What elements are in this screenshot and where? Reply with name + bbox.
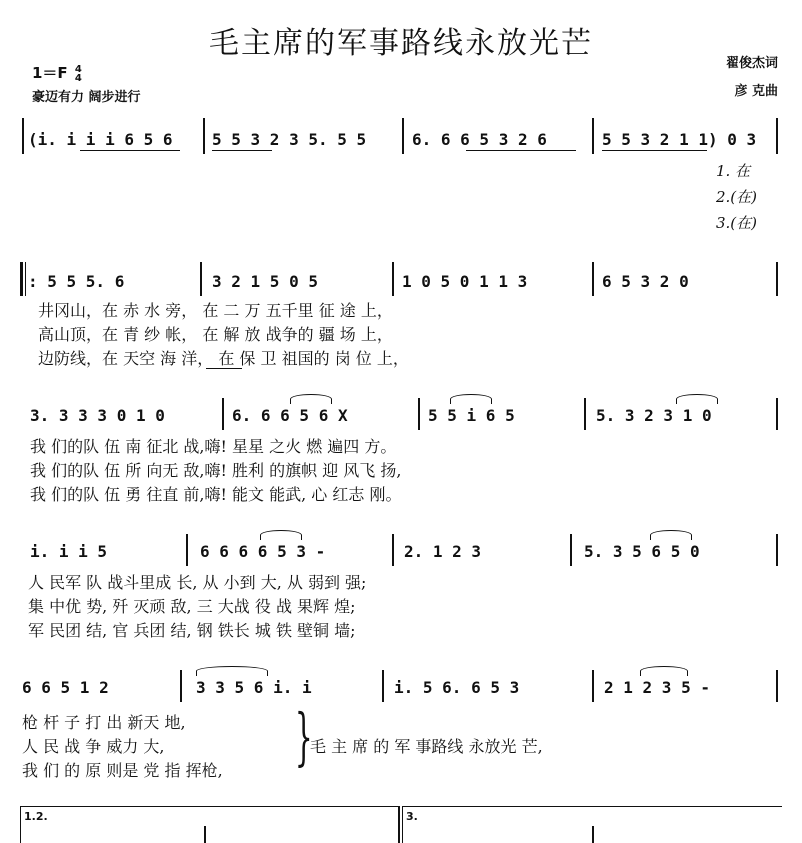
volta-bracket-1: [20, 806, 398, 807]
measure-4-2: 6 6 6 6 5 3 -: [200, 542, 326, 561]
measure-2-1: : 5 5 5. 6: [28, 272, 125, 291]
barline: [204, 826, 206, 843]
lyric-line-4-3: 军 民团 结, 官 兵团 结, 钢 铁长 城 铁 壁铜 墙;: [28, 621, 356, 640]
measure-4-1: i. i i 5: [30, 542, 108, 561]
time-signature: [75, 65, 82, 83]
barline: [776, 534, 778, 566]
measure-1-4: 5 5 3 2 1 1) 0 3: [602, 130, 757, 149]
lyric-line-3-1: 我 们的队 伍 南 征北 战,嗨! 星星 之火 燃 遍四 方。: [30, 437, 397, 456]
underline-beam: [602, 150, 707, 151]
barline: [418, 398, 420, 430]
lyric-brace: }: [294, 700, 313, 773]
lyric-line-2-1: 井冈山，在 赤 水 旁， 在 二 万 五千里 征 途 上，: [38, 301, 393, 320]
measure-5-3: i. 5 6. 6 5 3: [394, 678, 520, 697]
volta-label-1: 1.2.: [24, 810, 48, 823]
verse-label-3: 3.(在): [716, 214, 758, 232]
barline: [398, 806, 400, 843]
barline: [392, 534, 394, 566]
measure-3-4: 5. 3 2 3 1 0: [596, 406, 712, 425]
measure-1-3: 6. 6 6 5 3 2 6: [412, 130, 547, 149]
slur: [290, 394, 332, 404]
measure-5-4: 2 1 2 3 5 -: [604, 678, 710, 697]
measure-1-2: 5 5 3 2 3 5. 5 5: [212, 130, 367, 149]
barline: [180, 670, 182, 702]
measure-2-4: 6 5 3 2 0: [602, 272, 689, 291]
volta-bracket-2: [402, 806, 782, 807]
song-title: 毛主席的军事路线永放光芒: [209, 26, 593, 61]
barline: [592, 262, 594, 296]
underline-beam: [212, 150, 272, 151]
lyric-line-2-3: 边防线，在 天空 海 洋， 在 保 卫 祖国的 岗 位 上，: [38, 349, 409, 368]
lyric-line-3-3: 我 们的队 伍 勇 往直 前,嗨! 能文 能武, 心 红志 刚。: [30, 485, 402, 504]
barline: [592, 118, 594, 154]
volta-bracket-2-side: [402, 806, 403, 843]
volta-bracket-1-side: [20, 806, 21, 843]
slur: [260, 530, 302, 540]
slur: [196, 666, 268, 676]
lyric-line-5-3: 我 们 的 原 则是 党 指 挥枪,: [22, 761, 223, 780]
barline: [22, 118, 24, 154]
time-signature-top: 4: [74, 63, 82, 75]
measure-4-3: 2. 1 2 3: [404, 542, 482, 561]
underline-beam: [466, 150, 576, 151]
slur: [676, 394, 718, 404]
barline: [203, 118, 205, 154]
barline: [776, 262, 778, 296]
slur: [450, 394, 492, 404]
measure-1-1: (i. i i i 6 5 6: [28, 130, 173, 149]
measure-2-3: 1 0 5 0 1 1 3: [402, 272, 528, 291]
measure-3-2: 6. 6 6 5 6 X: [232, 406, 348, 425]
barline: [776, 398, 778, 430]
slur: [640, 666, 688, 676]
lyric-line-2-2: 高山顶，在 青 纱 帐， 在 解 放 战争的 疆 场 上，: [38, 325, 393, 344]
composer-credit: 彦 克曲: [734, 84, 778, 99]
lyric-line-5-1: 枪 杆 子 打 出 新天 地,: [22, 713, 186, 732]
measure-3-3: 5 5 i 6 5: [428, 406, 515, 425]
volta-label-3: 3.: [406, 810, 418, 823]
lyric-line-4-2: 集 中优 势, 歼 灭顽 敌, 三 大战 役 战 果辉 煌;: [28, 597, 356, 616]
barline: [776, 118, 778, 154]
measure-4-4: 5. 3 5 6 5 0: [584, 542, 700, 561]
lyric-line-5-2: 人 民 战 争 威力 大,: [22, 737, 165, 756]
lyric-line-4-1: 人 民军 队 战斗里成 长, 从 小到 大, 从 弱到 强;: [28, 573, 367, 592]
barline: [382, 670, 384, 702]
slur: [650, 530, 692, 540]
barline: [186, 534, 188, 566]
lyricist-credit: 翟俊杰词: [725, 56, 778, 71]
key-signature: [32, 62, 82, 83]
repeat-barline-thin: [25, 262, 26, 296]
lyric-underline: [206, 368, 242, 369]
barline: [392, 262, 394, 296]
barline: [592, 670, 594, 702]
barline: [776, 670, 778, 702]
measure-3-1: 3. 3 3 3 0 1 0: [30, 406, 165, 425]
repeat-barline: [20, 262, 23, 296]
lyric-line-5-refrain: 毛 主 席 的 军 事路线 永放光 芒,: [310, 737, 543, 756]
barline: [402, 118, 404, 154]
barline: [592, 826, 594, 843]
measure-5-1: 6 6 5 1 2: [22, 678, 109, 697]
measure-5-2: 3 3 5 6 i. i: [196, 678, 312, 697]
key-signature-text: 1＝F: [32, 64, 68, 82]
underline-beam: [80, 150, 180, 151]
barline: [222, 398, 224, 430]
verse-label-1: 1. 在: [716, 162, 751, 180]
verse-label-2: 2.(在): [716, 188, 758, 206]
barline: [200, 262, 202, 296]
barline: [570, 534, 572, 566]
tempo-marking: 豪迈有力 阔步进行: [32, 90, 141, 105]
time-signature-bottom: 4: [74, 72, 82, 84]
measure-2-2: 3 2 1 5 0 5: [212, 272, 318, 291]
barline: [584, 398, 586, 430]
lyric-line-3-2: 我 们的队 伍 所 向无 敌,嗨! 胜利 的旗帜 迎 风飞 扬,: [30, 461, 402, 480]
